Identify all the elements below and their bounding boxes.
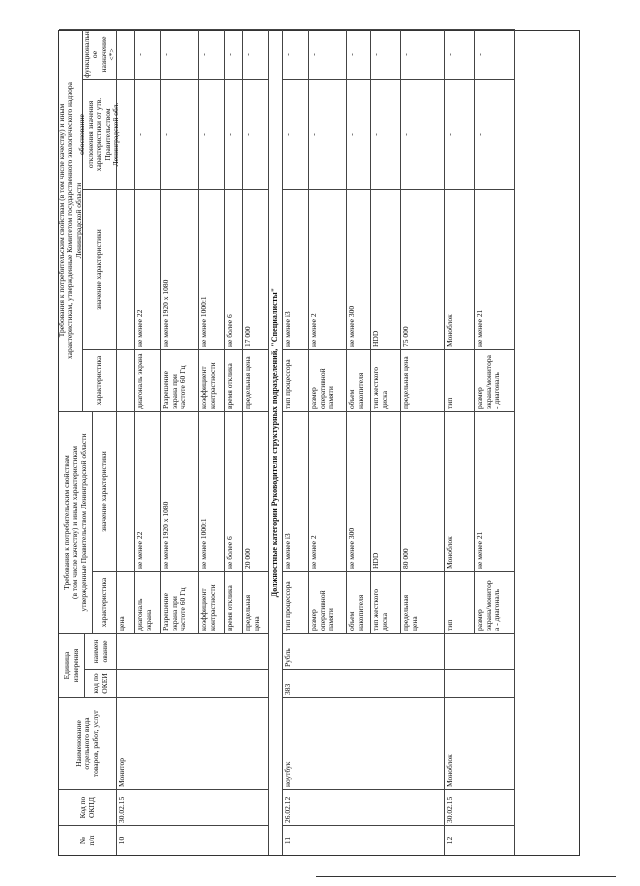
justification (117, 79, 135, 189)
gov-value: не менее i3 (283, 411, 309, 571)
committee-value: не более 6 (225, 189, 243, 349)
header-gov-char: характеристика (93, 571, 117, 633)
row-okpd: 26.02.12 (283, 789, 445, 825)
row-code: 383 (283, 669, 445, 697)
gov-value (117, 411, 135, 571)
gov-characteristic: тип (445, 571, 475, 633)
gov-characteristic: размер оперативной памяти (309, 571, 347, 633)
justification: - (309, 79, 347, 189)
functional-purpose: - (225, 29, 243, 79)
row-name: ноутбук (283, 697, 445, 789)
functional-purpose: - (347, 29, 371, 79)
header-name: Наименование отдельного вида товаров, работ, услуг (59, 697, 117, 789)
committee-characteristic: диагональ экрана (135, 349, 161, 411)
functional-purpose: - (309, 29, 347, 79)
justification: - (135, 79, 161, 189)
header-num: № п/п (59, 825, 117, 855)
committee-value: не менее 21 (475, 189, 515, 349)
gov-value: не менее 22 (135, 411, 161, 571)
committee-characteristic: предельная цена (243, 349, 269, 411)
committee-characteristic: размер экрана/монитора - диагональ (475, 349, 515, 411)
committee-characteristic: тип (445, 349, 475, 411)
justification: - (243, 79, 269, 189)
header-com-group: Требования к потребительским свойствам (в том числе качеству) и иным характеристикам, утвержденные Комитетом государственного экологического надзора Ленинградской области (59, 29, 83, 411)
gov-characteristic: коэффициент контрастности (199, 571, 225, 633)
committee-characteristic: объем накопителя (347, 349, 371, 411)
committee-characteristic: тип жесткого диска (371, 349, 401, 411)
header-gov-val: значение характеристики (93, 411, 117, 571)
gov-value: не менее 2 (309, 411, 347, 571)
gov-value: не менее 300 (347, 411, 371, 571)
row-num: 10 (117, 825, 269, 855)
row-okpd: 30.02.15 (117, 789, 269, 825)
gov-characteristic: цена (117, 571, 135, 633)
row-code (445, 669, 515, 697)
committee-value: не менее i3 (283, 189, 309, 349)
functional-purpose: - (199, 29, 225, 79)
row-name: Монитор (117, 697, 269, 789)
gov-value: не менее 21 (475, 411, 515, 571)
functional-purpose: - (161, 29, 199, 79)
justification: - (347, 79, 371, 189)
row-okpd: 30.02.15 (445, 789, 515, 825)
committee-characteristic: размер оперативной памяти (309, 349, 347, 411)
committee-value (117, 189, 135, 349)
functional-purpose: - (445, 29, 475, 79)
committee-characteristic: предельная цена (401, 349, 445, 411)
functional-purpose: - (283, 29, 309, 79)
committee-characteristic: коэффициент контрастности (199, 349, 225, 411)
row-name: Моноблок (445, 697, 515, 789)
committee-value: Моноблок (445, 189, 475, 349)
functional-purpose: - (475, 29, 515, 79)
functional-purpose: - (243, 29, 269, 79)
committee-value: HDD (371, 189, 401, 349)
header-unit-code: код по ОКЕИ (85, 669, 117, 697)
section-title: Должностные категории Руководители структурных подразделений, "Специалисты" (269, 29, 283, 855)
gov-characteristic: предельная цена (243, 571, 269, 633)
gov-characteristic: Разрешение экрана при частоте 60 Гц (161, 571, 199, 633)
committee-characteristic (117, 349, 135, 411)
justification: - (225, 79, 243, 189)
gov-value: Моноблок (445, 411, 475, 571)
committee-value: 17 000 (243, 189, 269, 349)
committee-value: не менее 1000:1 (199, 189, 225, 349)
gov-value: HDD (371, 411, 401, 571)
header-gov-group: Требования к потребительским свойствам (в том числе качеству) и иным характеристикам утвержденные Правительством Ленинградской области (59, 411, 93, 633)
gov-value: не менее 1000:1 (199, 411, 225, 571)
header-purpose: функциональн ое назначение <*> (83, 29, 117, 79)
header-justify: обоснование отклонения значения характеристики от утв. Правительством Ленинградской обл. (83, 79, 117, 189)
functional-purpose: - (401, 29, 445, 79)
row-code (117, 669, 269, 697)
committee-characteristic: тип процессора (283, 349, 309, 411)
justification: - (199, 79, 225, 189)
gov-value: не менее 1920 х 1080 (161, 411, 199, 571)
gov-characteristic: тип процессора (283, 571, 309, 633)
gov-characteristic: предельная цена (401, 571, 445, 633)
justification: - (371, 79, 401, 189)
committee-value: не менее 2 (309, 189, 347, 349)
gov-characteristic: объем накопителя (347, 571, 371, 633)
justification: - (161, 79, 199, 189)
header-okpd: Код по ОКПД (59, 789, 117, 825)
header-unit: Единица измерения (59, 633, 85, 697)
justification: - (445, 79, 475, 189)
header-com-char: характеристика (83, 349, 117, 411)
committee-value: не менее 300 (347, 189, 371, 349)
gov-characteristic: размер экрана/монитор а - диагональ (475, 571, 515, 633)
gov-value: 80 000 (401, 411, 445, 571)
justification: - (475, 79, 515, 189)
row-unit: Рубль (283, 633, 445, 669)
functional-purpose: - (135, 29, 161, 79)
justification: - (401, 79, 445, 189)
justification: - (283, 79, 309, 189)
committee-value: не менее 1920 х 1080 (161, 189, 199, 349)
gov-characteristic: диагональ экрана (135, 571, 161, 633)
header-com-val: значение характеристики (83, 189, 117, 349)
row-unit (445, 633, 515, 669)
gov-value: 20 000 (243, 411, 269, 571)
functional-purpose: - (371, 29, 401, 79)
row-unit (117, 633, 269, 669)
row-num: 11 (283, 825, 445, 855)
gov-value: не более 6 (225, 411, 243, 571)
row-num: 12 (445, 825, 515, 855)
requirements-table (58, 30, 580, 856)
committee-value: 75 000 (401, 189, 445, 349)
committee-value: не менее 22 (135, 189, 161, 349)
committee-characteristic: время отклика (225, 349, 243, 411)
functional-purpose (117, 29, 135, 79)
committee-characteristic: Разрешение экрана при частоте 60 Гц (161, 349, 199, 411)
header-unit-name: наимен ование (85, 633, 117, 669)
gov-characteristic: тип жесткого диска (371, 571, 401, 633)
gov-characteristic: время отклика (225, 571, 243, 633)
footer-rule (316, 876, 616, 877)
